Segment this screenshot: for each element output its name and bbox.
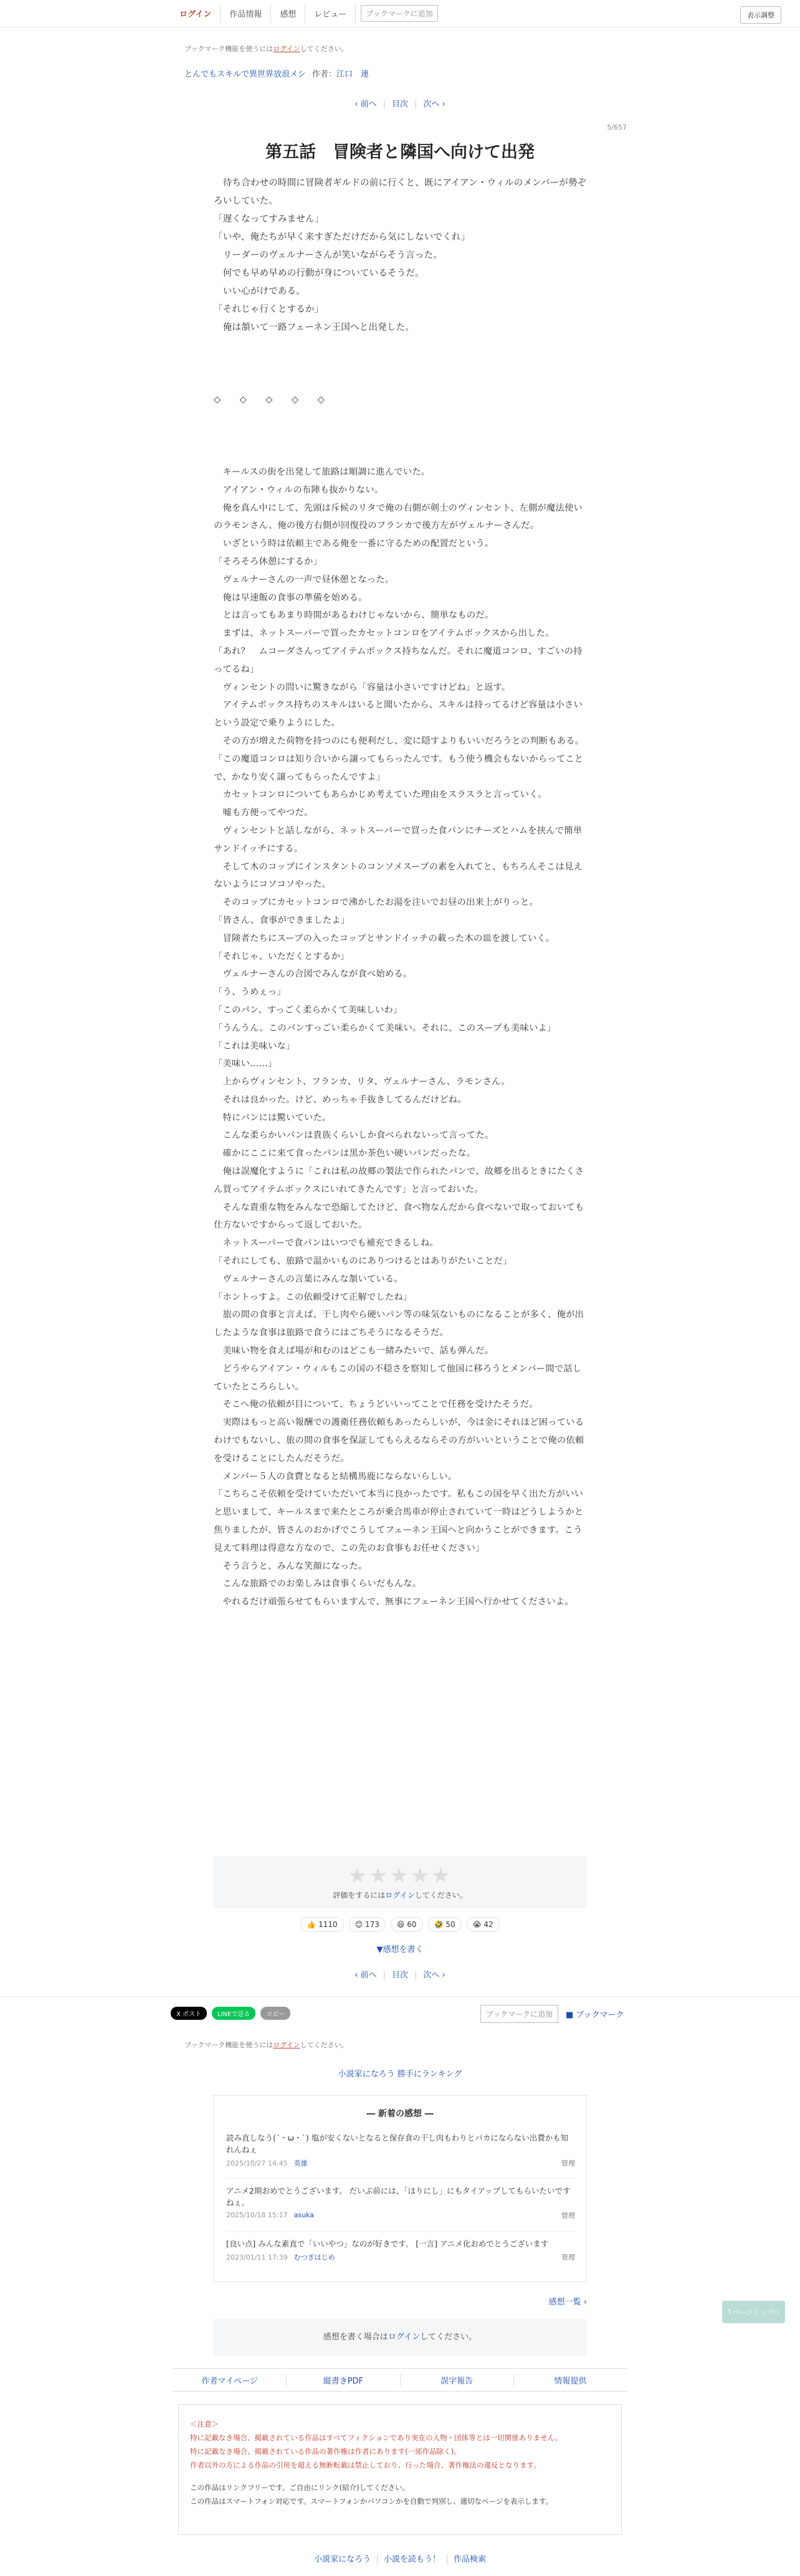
search-link[interactable]: 作品検索 xyxy=(454,2555,487,2564)
toc-link[interactable]: 目次 xyxy=(391,1971,408,1980)
chapter-title: 第五話 冒険者と隣国へ向けて出発 xyxy=(265,143,535,162)
impression-text[interactable]: アニメ2期おめでとうございます。 だいぶ前には、「ほりにし」にもタイアップしてもらいたいですねぇ。 xyxy=(226,2186,571,2207)
prev-link[interactable]: ‹ 前へ xyxy=(355,100,377,109)
kwrite-login-link[interactable]: ログイン xyxy=(388,2332,421,2342)
impressions-list-link[interactable]: 感想一覧 › xyxy=(548,2298,587,2307)
impression-user-link[interactable]: 英雄 xyxy=(293,2159,308,2167)
notice-line: この作品はリンクフリーです。ご自由にリンク(紹介)してください。 xyxy=(190,2483,410,2492)
write-impression-box: 感想を書く場合はログインしてください。 xyxy=(213,2319,587,2356)
rating-box xyxy=(213,1856,587,1908)
vertical-pdf-link[interactable]: 縦書きPDF xyxy=(287,2374,400,2386)
notice-line: この作品はスマートフォン対応です。スマートフォンかパソコンかを自動で判別し、適切なページを表示します。 xyxy=(190,2497,553,2506)
reaction-smile[interactable]: 😊 173 xyxy=(349,1917,386,1932)
note-login-link[interactable]: ログイン xyxy=(273,2041,300,2049)
impression-user-link[interactable]: むつぎはじめ xyxy=(293,2253,335,2261)
display-settings-button[interactable]: 表示調整 xyxy=(740,6,781,24)
reaction-cry[interactable]: 😭 42 xyxy=(467,1917,500,1932)
footer-links xyxy=(173,2368,627,2392)
impressions-link[interactable]: 感想 xyxy=(271,4,305,23)
reaction-rofl[interactable]: 🤣 50 xyxy=(428,1917,462,1932)
notice-line: 特に記載なき場合、掲載されている作品の著作権は作者にあります(一部作品除く)。 xyxy=(190,2447,461,2456)
pager-bottom: ‹ 前へ | 目次 | 次へ › xyxy=(0,1968,800,1980)
chapter-body-part2: キールスの街を出発して旅路は順調に進んでいた。 アイアン・ウィルの布陣も抜かりない。 俺を真ん中にして、先頭は斥候のリタで俺の右側が剣士のヴィンセント、左側が魔法使いのラモンさん、俺の後方右側が回復役のフランカで後方左がヴェルナーさんだ。 いざという時は依頼主である俺を一番に守るための配置だという。 「そろそろ休憩にするか」 ヴェルナーさんの一声で昼休憩となった。 俺は早速飯の食事の準備を始める。 とは言ってもあまり時間があるわけじゃないから、簡単なものだ。 まずは、ネットスーパーで買ったカセットコンロをアイテムボックスから出した。 「あれ？ ムコーダさんってアイテムボックス持ちなんだ。それに魔道コンロ、すごいの持ってるね」 ヴィンセントの問いに驚きながら「容量は小さいですけどね」と返す。 アイテムボックス持ちのスキルはいると聞いたから、スキルは持ってるけど容量は小さいという設定で乗りようにした。 その方が増えた荷物を持つのにも便利だし、変に隠すよりもいいだろうとの判断もある。 「この魔道コンロは知り合いから譲ってもらったんです。もう使う機会もないからってことで、かなり安く譲ってもらったんですよ」 カセットコンロについてもあらかじめ考えていた理由をスラスラと言っていく。 嘘も方便ってやつだ。 ヴィンセントと話しながら、ネットスーパーで買った食パンにチーズとハムを挟んで簡単サンドイッチにする。 そして木のコップにインスタントのコンソメスープの素を入れてと、もちろんそこは見えないようにコソコソやった。 そのコップにカセットコンロで沸かしたお湯を注いでお昼の出来上がりっと。 「皆さん、食事ができましたよ」 冒険者たちにスープの入ったコップとサンドイッチの載った木の皿を渡していく。 「それじゃ、いただくとするか」 ヴェルナーさんの合図でみんなが食べ始める。 「う、うめぇっ」 「このパン、すっごく柔らかくて美味しいわ」 「うんうん。このパンすっごい柔らかくて美味い。それに、このスープも美味いよ」 「これは美味いな」 「美味い……」 上からヴィンセント、フランカ、リタ、ヴェルナーさん、ラモンさん。 それは良かった。けど、めっちゃ手抜きしてるんだけどね。 特にパンには驚いていた。 こんな柔らかいパンは貴族くらいしか食べられないって言ってた。 確かにここに来て食ったパンは黒か茶色い硬いパンだったな。 俺は誤魔化すように「これは私の故郷の製法で作られたパンで、故郷を出るときにたくさん買ってアイテムボックスにいれてきたんです」と言っておいた。 そんな貴重な物をみんなで恐縮してたけど、食べ物なんだから食べないで取っておいても仕方ないですからって返しておいた。 ネットスーパーで食パンはいつでも補充できるしね。 「それにしても、旅路で温かいものにありつけるとはありがたいことだ」 ヴェルナーさんの言葉にみんな頷いている。 「ホントっすよ。この依頼受けて正解でしたね」 旅の間の食事と言えば、干し肉やら硬いパン等の味気ないものになることが多く、俺が出したような食事は旅路で食うにはごちそうになるそうだ。 美味い物を食えば場が和むのはどこも一緒みたいで、話も弾んだ。 どうやらアイアン・ウィルもこの国の不穏さを察知して他国に移ろうとメンバー間で話していたところらしい。 そこへ俺の依頼が目について、ちょうどいいってことで任務を受けたそうだ。 実際はもっと高い報酬での護衛任務依頼もあったらしいが、今は金にそれほど困っているわけでもないし、旅の間の食事を保証してもらえるならその方がいいということで俺の依頼を受けることにしたんだそうだ。 メンバー５人の食費となると結構馬鹿にならないらしい。 「こちらこそ依頼を受けていただいて本当に良かったです。私もこの国を早く出た方がいいと思いまして、キールスまで来たところが乗合馬車が停止されていて一時はどうしようかと焦りましたが、皆さんのおかげでこうしてフェーネン王国へと向かうことができます。こう見えて料理は得意な方なので、この先のお食事もお任せください」 そう言うと、みんな笑顔になった。 こんな旅路でのお楽しみは食事くらいだもんな。 やれるだけ頑張らせてもらいますんで、無事にフェーネン王国へ行かせてくださいよ。 xyxy=(214,467,584,1608)
x-post-button[interactable]: X ポスト xyxy=(171,2007,207,2020)
bookmark-note xyxy=(184,44,348,54)
prev-link[interactable]: ‹ 前へ xyxy=(355,1971,377,1980)
info-report-link[interactable]: 情報提供 xyxy=(554,2376,587,2386)
bottom-links xyxy=(0,2552,800,2564)
bookmark-add-button-bottom[interactable]: ブックマークに追加 xyxy=(480,2005,558,2023)
notice-box xyxy=(178,2404,622,2535)
impression-item xyxy=(226,2238,575,2262)
next-link[interactable]: 次へ › xyxy=(423,1971,445,1980)
copy-button[interactable]: コピー xyxy=(260,2007,290,2020)
new-impressions-box xyxy=(213,2095,587,2282)
author-label: 作者： xyxy=(312,70,336,79)
impression-text[interactable]: [良い点] みんな素直で「いいやつ」なのが好きです。 [一言] アニメ化おめでとうございます xyxy=(226,2239,549,2248)
review-link[interactable]: レビュー xyxy=(305,4,356,23)
bookmark-link[interactable]: ■ ブックマーク xyxy=(566,2010,624,2020)
impression-date: 2025/10/27 14:45 xyxy=(226,2159,288,2167)
write-impression-toggle[interactable]: ▼感想を書く xyxy=(376,1945,424,1954)
impression-date: 2025/10/18 15:17 xyxy=(226,2211,288,2219)
impression-item xyxy=(226,2185,575,2219)
manage-link[interactable]: 管理 xyxy=(561,2253,575,2261)
notice-line: 特に記載なき場合、掲載されている作品はすべてフィクションであり実在の人物・団体等とは一切関係ありません。 xyxy=(190,2433,563,2442)
reaction-thumbsup[interactable]: 👍 1110 xyxy=(300,1917,343,1932)
narou-link[interactable]: 小説家になろう xyxy=(308,2555,378,2564)
impression-item xyxy=(226,2132,575,2168)
page-number: 5/657 xyxy=(607,123,627,131)
scene-separator: ◇ ◇ ◇ ◇ ◇ xyxy=(214,395,330,405)
novel-info-link[interactable]: 作品情報 xyxy=(221,4,271,23)
chapter-body-part1: 待ち合わせの時間に冒険者ギルドの前に行くと、既にアイアン・ウィルのメンバーが勢ぞろいしていた。 「遅くなってすみません」 「いや、俺たちが早く来すぎただけだから気にしないでくれ」 リーダーのヴェルナーさんが笑いながらそう言った。 何でも早め早めの行動が身についているそうだ。 いい心がけである。 「それじゃ行くとするか」 俺は頷いて一路フェーネン王国へと出発した。 xyxy=(214,178,587,333)
typo-report-link[interactable]: 誤字報告 xyxy=(401,2374,514,2386)
ranking-link[interactable]: 小説家になろう 勝手にランキング xyxy=(338,2070,462,2079)
line-share-button[interactable]: LINEで送る xyxy=(212,2007,255,2020)
manage-link[interactable]: 管理 xyxy=(561,2159,575,2167)
top-nav xyxy=(171,4,438,23)
note-text: してください。 xyxy=(300,45,348,53)
manage-link[interactable]: 管理 xyxy=(561,2211,575,2220)
author-mypage-link[interactable]: 作者マイページ xyxy=(173,2374,287,2386)
divider xyxy=(0,1996,800,1997)
series-title-link[interactable]: とんでもスキルで異世界放浪メシ xyxy=(184,70,306,79)
rating-note: 評価をするにはログインしてください。 xyxy=(333,1891,467,1900)
impressions-title: ― 新着の感想 ― xyxy=(366,2109,434,2119)
pager-top: ‹ 前へ | 目次 | 次へ › xyxy=(0,97,800,109)
bookmark-note-bottom: ブックマーク機能を使うにはログインしてください。 xyxy=(184,2041,348,2049)
notice-head: ＜注意＞ xyxy=(190,2420,219,2428)
author-link[interactable]: 江口 連 xyxy=(336,70,369,79)
toc-link[interactable]: 目次 xyxy=(391,100,408,109)
rating-login-link[interactable]: ログイン xyxy=(385,1891,415,1900)
note-login-link[interactable]: ログイン xyxy=(273,45,300,53)
bookmark-add-button[interactable]: ブックマークに追加 xyxy=(361,5,437,22)
impression-text[interactable]: 読み直しなう(´・ω・`) 塩が安くないとなると保存食の干し肉もわりとバカにならない出費かも知れんねぇ xyxy=(226,2133,569,2154)
top-bar xyxy=(0,0,800,27)
notice-line: 作者以外の方による作品の引用を超える無断転載は禁止しており、行った場合、著作権法の違反となります。 xyxy=(190,2461,541,2469)
next-link[interactable]: 次へ › xyxy=(423,100,445,109)
reaction-bar xyxy=(0,1917,800,1932)
rating-stars[interactable]: ★★★★★ xyxy=(348,1863,452,1888)
impression-date: 2023/01/11 17:39 xyxy=(226,2253,288,2261)
page-top-button[interactable]: ↑ページトップへ xyxy=(722,2301,785,2323)
yomou-link[interactable]: 小説を読もう！ xyxy=(378,2555,447,2564)
reaction-laugh[interactable]: 😆 60 xyxy=(391,1917,423,1932)
share-buttons xyxy=(171,2007,290,2020)
impression-user-link[interactable]: asuka xyxy=(293,2211,314,2219)
note-text: ブックマーク機能を使うには xyxy=(184,45,274,53)
login-link[interactable]: ログイン xyxy=(171,4,221,23)
series-line xyxy=(184,67,369,79)
